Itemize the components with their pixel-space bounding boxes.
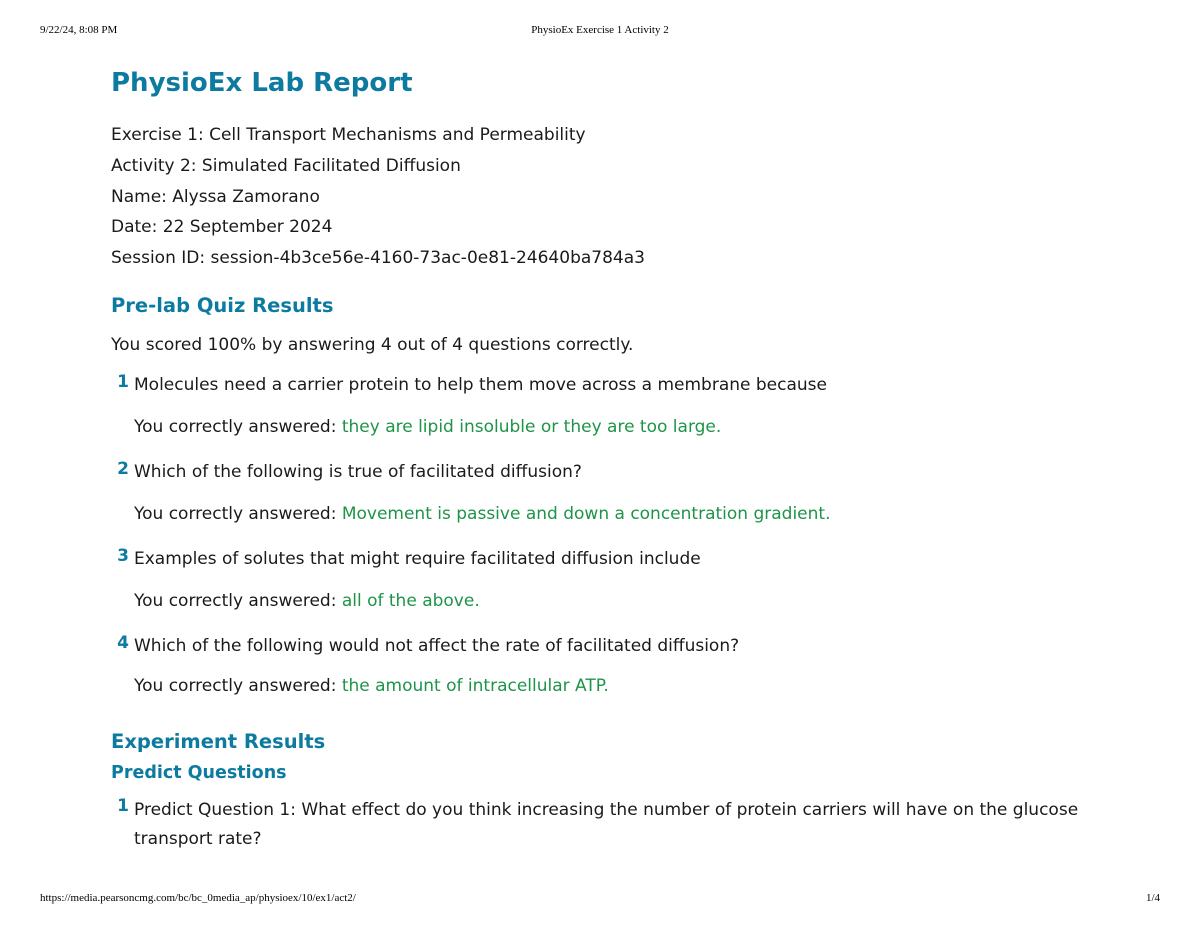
quiz-question-4 [111, 633, 1091, 699]
question-number: 3 [117, 545, 129, 566]
prelab-heading: Pre-lab Quiz Results [111, 293, 334, 317]
quiz-question-3 [111, 546, 1091, 614]
activity-line: Activity 2: Simulated Facilitated Diffusion [111, 155, 461, 176]
date-line: Date: 22 September 2024 [111, 217, 333, 238]
question-text: Examples of solutes that might require facilitated diffusion include [134, 548, 701, 569]
answer-value: Movement is passive and down a concentration gradient. [341, 503, 831, 524]
page-number: 1/4 [1145, 892, 1160, 904]
question-number: 1 [117, 371, 129, 392]
print-header [40, 24, 1160, 38]
name-line: Name: Alyssa Zamorano [111, 186, 320, 207]
answer-prefix: You correctly answered: [134, 675, 342, 696]
question-number: 4 [117, 632, 129, 653]
quiz-question-2 [111, 459, 1091, 527]
answer-prefix: You correctly answered: [134, 590, 342, 611]
answer-prefix: You correctly answered: [134, 416, 342, 437]
question-number: 2 [117, 458, 129, 479]
print-datetime: 9/22/24, 8:08 PM [40, 24, 118, 36]
quiz-question-1 [111, 372, 1091, 440]
answer-value: the amount of intracellular ATP. [341, 675, 609, 696]
answer-value: they are lipid insoluble or they are too large. [341, 416, 722, 437]
question-number: 1 [117, 795, 129, 816]
exercise-line: Exercise 1: Cell Transport Mechanisms and Permeability [111, 125, 586, 145]
answer-prefix: You correctly answered: [134, 503, 342, 524]
session-id-line: Session ID: session-4b3ce56e-4160-73ac-0e81-24640ba784a3 [111, 248, 645, 269]
report-title: PhysioEx Lab Report [111, 68, 413, 98]
page-url[interactable]: https://media.pearsoncmg.com/bc/bc_0media_ap/physioex/10/ex1/act2/ [40, 892, 356, 904]
question-text: Predict Question 1: What effect do you think increasing the number of protein carriers will have on the glucose transport rate? [134, 799, 1079, 849]
answer-line [134, 588, 1091, 614]
predict-question-1 [111, 796, 1091, 854]
question-text: Molecules need a carrier protein to help them move across a membrane because [134, 374, 827, 395]
answer-value: all of the above. [341, 590, 480, 611]
report-content [111, 64, 1091, 854]
report-meta [111, 120, 1091, 274]
print-footer [40, 892, 1160, 906]
print-doc-title: PhysioEx Exercise 1 Activity 2 [531, 24, 669, 36]
experiment-heading: Experiment Results [111, 729, 326, 753]
score-text: You scored 100% by answering 4 out of 4 questions correctly. [111, 334, 634, 355]
question-text: Which of the following would not affect the rate of facilitated diffusion? [134, 635, 740, 656]
answer-line [134, 414, 1091, 440]
predict-questions-heading: Predict Questions [111, 762, 287, 783]
question-text: Which of the following is true of facilitated diffusion? [134, 461, 582, 482]
answer-line [134, 673, 1091, 699]
answer-line [134, 501, 1091, 527]
